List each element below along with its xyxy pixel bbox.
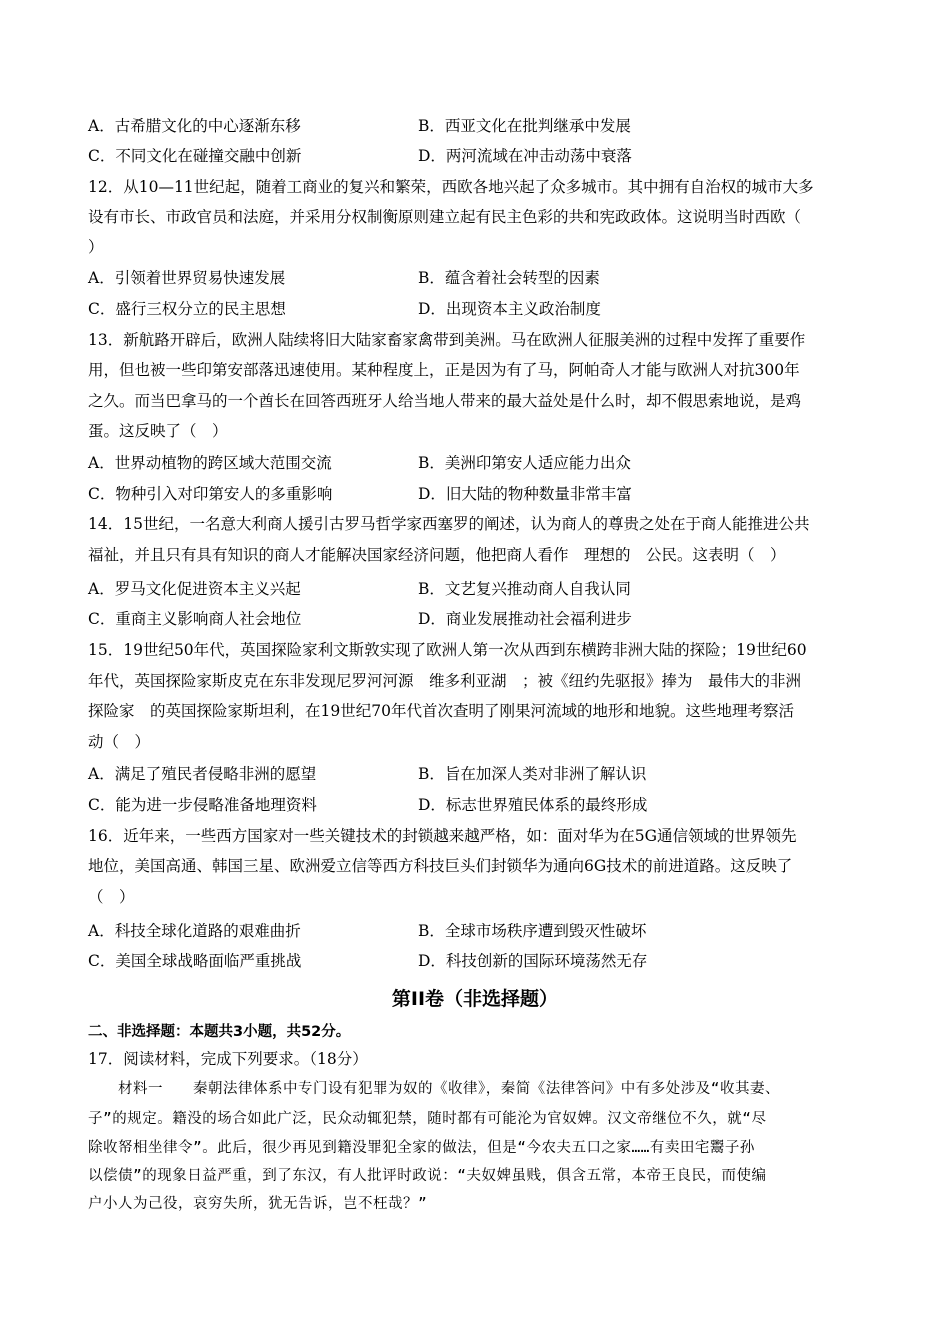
material-line: 除收帑相坐律令”。此后，很少再见到籍没罪犯全家的做法，但是“今农夫五口之家……有卖田宅鬻子孙 xyxy=(88,1140,755,1156)
q12-option-c: C．盛行三权分立的民主思想 xyxy=(88,300,286,318)
q15-stem-line: 探险家 的英国探险家斯坦利，在19世纪70年代首次查明了刚果河流域的地形和地貌。这些地理考察活 xyxy=(88,702,794,720)
q14-stem-line: 14．15世纪，一名意大利商人援引古罗马哲学家西塞罗的阐述，认为商人的尊贵之处在于商人能推进公共 xyxy=(88,515,810,533)
q14-option-c: C．重商主义影响商人社会地位 xyxy=(88,610,302,628)
q15-stem-line: 年代，英国探险家斯皮克在东非发现尼罗河河源 维多利亚湖 ；被《纽约先驱报》捧为 最伟大的非洲 xyxy=(88,672,802,690)
q12-option-d: D．出现资本主义政治制度 xyxy=(418,300,601,318)
q11-option-c: C．不同文化在碰撞交融中创新 xyxy=(88,147,302,165)
q13-option-b: B．美洲印第安人适应能力出众 xyxy=(418,454,631,472)
q11-option-d: D．两河流域在冲击动荡中衰落 xyxy=(418,147,632,165)
q13-stem-line: 蛋。这反映了（ ） xyxy=(88,422,228,440)
q13-option-d: D．旧大陆的物种数量非常丰富 xyxy=(418,485,632,503)
q12-stem-line: 12．从10—11世纪起，随着工商业的复兴和繁荣，西欧各地兴起了众多城市。其中拥有自治权的城市大多 xyxy=(88,178,814,196)
q14-option-a: A．罗马文化促进资本主义兴起 xyxy=(88,580,301,598)
q16-option-c: C．美国全球战略面临严重挑战 xyxy=(88,952,302,970)
material-line: 材料一 秦朝法律体系中专门设有犯罪为奴的《收律》，秦简《法律答问》中有多处涉及“收其妻、 xyxy=(88,1081,780,1097)
q15-option-d: D．标志世界殖民体系的最终形成 xyxy=(418,796,648,814)
q12-stem-line: ） xyxy=(88,238,104,256)
q15-option-b: B．旨在加深人类对非洲了解认识 xyxy=(418,765,647,783)
q14-option-d: D．商业发展推动社会福利进步 xyxy=(418,610,632,628)
q13-stem-line: 13．新航路开辟后，欧洲人陆续将旧大陆家畜家禽带到美洲。马在欧洲人征服美洲的过程中发挥了重要作 xyxy=(88,331,806,349)
q17-stem: 17．阅读材料，完成下列要求。（18分） xyxy=(88,1050,368,1068)
section-title: 第II卷（非选择题） xyxy=(391,988,559,1010)
q14-option-b: B．文艺复兴推动商人自我认同 xyxy=(418,580,631,598)
material-line: 子”的规定。籍没的场合如此广泛，民众动辄犯禁，随时都有可能沦为官奴婢。汉文帝继位不久，就“尽 xyxy=(88,1111,767,1127)
q16-option-b: B．全球市场秩序遭到毁灭性破坏 xyxy=(418,922,647,940)
q16-stem-line: 地位，美国高通、韩国三星、欧洲爱立信等西方科技巨头们封锁华为通向6G技术的前进道路。这反映了 xyxy=(88,857,793,875)
material-line: 户小人为己役，哀穷失所，犹无告诉，岂不枉哉？” xyxy=(88,1196,428,1212)
q12-option-b: B．蕴含着社会转型的因素 xyxy=(418,269,600,287)
part-heading: 二、非选择题：本题共3小题，共52分。 xyxy=(88,1024,351,1040)
q16-stem-line: 16．近年来，一些西方国家对一些关键技术的封锁越来越严格，如：面对华为在5G通信领域的世界领先 xyxy=(88,827,797,845)
q11-option-a: A．古希腊文化的中心逐渐东移 xyxy=(88,117,301,135)
q15-option-c: C．能为进一步侵略准备地理资料 xyxy=(88,796,317,814)
material-line: 以偿债”的现象日益严重，到了东汉，有人批评时政说：“夫奴婢虽贱，俱含五常，本帝王良民，而使编 xyxy=(88,1168,767,1184)
q16-option-a: A．科技全球化道路的艰难曲折 xyxy=(88,922,301,940)
q15-stem-line: 15．19世纪50年代，英国探险家利文斯敦实现了欧洲人第一次从西到东横跨非洲大陆的探险；19世纪60 xyxy=(88,641,807,659)
q12-option-a: A．引领着世界贸易快速发展 xyxy=(88,269,286,287)
q15-stem-line: 动（ ） xyxy=(88,733,151,751)
q12-stem-line: 设有市长、市政官员和法庭，并采用分权制衡原则建立起有民主色彩的共和宪政政体。这说明当时西欧（ xyxy=(88,208,802,226)
q11-option-b: B．西亚文化在批判继承中发展 xyxy=(418,117,631,135)
q13-stem-line: 用，但也被一些印第安部落迅速使用。某种程度上，正是因为有了马，阿帕奇人才能与欧洲人对抗300年 xyxy=(88,361,800,379)
q13-option-c: C．物种引入对印第安人的多重影响 xyxy=(88,485,333,503)
q13-option-a: A．世界动植物的跨区域大范围交流 xyxy=(88,454,332,472)
q14-stem-line: 福祉，并且只有具有知识的商人才能解决国家经济问题，他把商人看作 理想的 公民。这表明（ ） xyxy=(88,546,786,564)
q16-stem-line: （ ） xyxy=(88,888,135,906)
q15-option-a: A．满足了殖民者侵略非洲的愿望 xyxy=(88,765,317,783)
q16-option-d: D．科技创新的国际环境荡然无存 xyxy=(418,952,648,970)
q13-stem-line: 之久。而当巴拿马的一个酋长在回答西班牙人给当地人带来的最大益处是什么时，却不假思索地说，是鸡 xyxy=(88,392,802,410)
